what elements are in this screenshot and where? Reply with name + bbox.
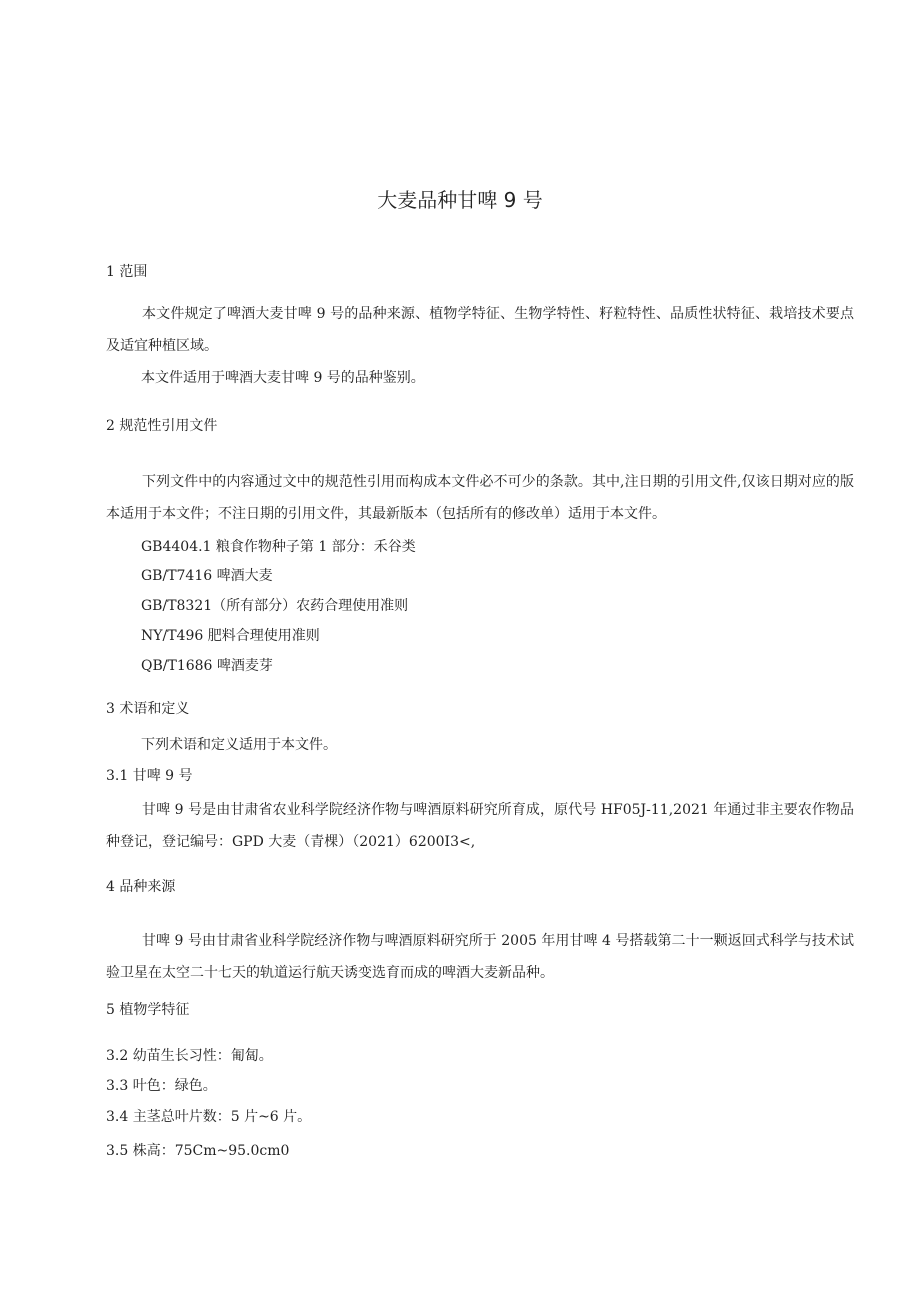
reference-item: GB4404.1 粮食作物种子第 1 部分：禾谷类 <box>141 539 416 555</box>
reference-item: NY/T496 肥料合理使用准则 <box>141 628 320 644</box>
section-4-heading: 4 品种来源 <box>106 879 176 895</box>
section-2-heading: 2 规范性引用文件 <box>106 418 218 434</box>
trait-item: 3.3 叶色：绿色。 <box>106 1078 217 1094</box>
reference-item: GB/T8321（所有部分）农药合理使用准则 <box>141 598 409 614</box>
trait-item: 3.4 主茎总叶片数：5 片~6 片。 <box>106 1109 312 1125</box>
reference-item: GB/T7416 啤酒大麦 <box>141 568 273 584</box>
section-1-paragraph-2: 本文件适用于啤酒大麦甘啤 9 号的品种鉴别。 <box>141 370 425 386</box>
section-2-paragraph-1: 下列文件中的内容通过文中的规范性引用而构成本文件必不可少的条款。其中,注日期的引用文件,仅该日期对应的版本适用于本文件；不注日期的引用文件，其最新版本（包括所有的修改单）适用于本文件。 <box>106 474 854 522</box>
document-title: 大麦品种甘啤 9 号 <box>377 188 543 212</box>
section-4-paragraph-1: 甘啤 9 号由甘肃省业科学院经济作物与啤酒原料研究所于 2005 年用甘啤 4 号搭载第二十一颗返回式科学与技术试验卫星在太空二十七天的轨道运行航天诱变选育而成的啤酒大麦新品种。 <box>106 933 854 981</box>
section-3-paragraph-2: 甘啤 9 号是由甘肃省农业科学院经济作物与啤酒原料研究所育成，原代号 HF05J-11,2021 年通过非主要农作物品种登记，登记编号：GPD 大麦（青棵）（2021）6200I3<, <box>106 802 854 850</box>
reference-item: QB/T1686 啤酒麦芽 <box>141 658 273 674</box>
section-1-paragraph-1: 本文件规定了啤酒大麦甘啤 9 号的品种来源、植物学特征、生物学特性、籽粒特性、品质性状特征、栽培技术要点及适宜种植区域。 <box>106 306 854 354</box>
section-3-1-heading: 3.1 甘啤 9 号 <box>106 768 193 784</box>
section-3-heading: 3 术语和定义 <box>106 701 190 717</box>
section-3-paragraph-1: 下列术语和定义适用于本文件。 <box>141 737 337 753</box>
trait-item: 3.2 幼苗生长习性：匍匐。 <box>106 1048 273 1064</box>
section-5-heading: 5 植物学特征 <box>106 1002 190 1018</box>
section-1-heading: 1 范围 <box>106 264 148 280</box>
trait-item: 3.5 株高：75Cm~95.0cm0 <box>106 1143 290 1159</box>
